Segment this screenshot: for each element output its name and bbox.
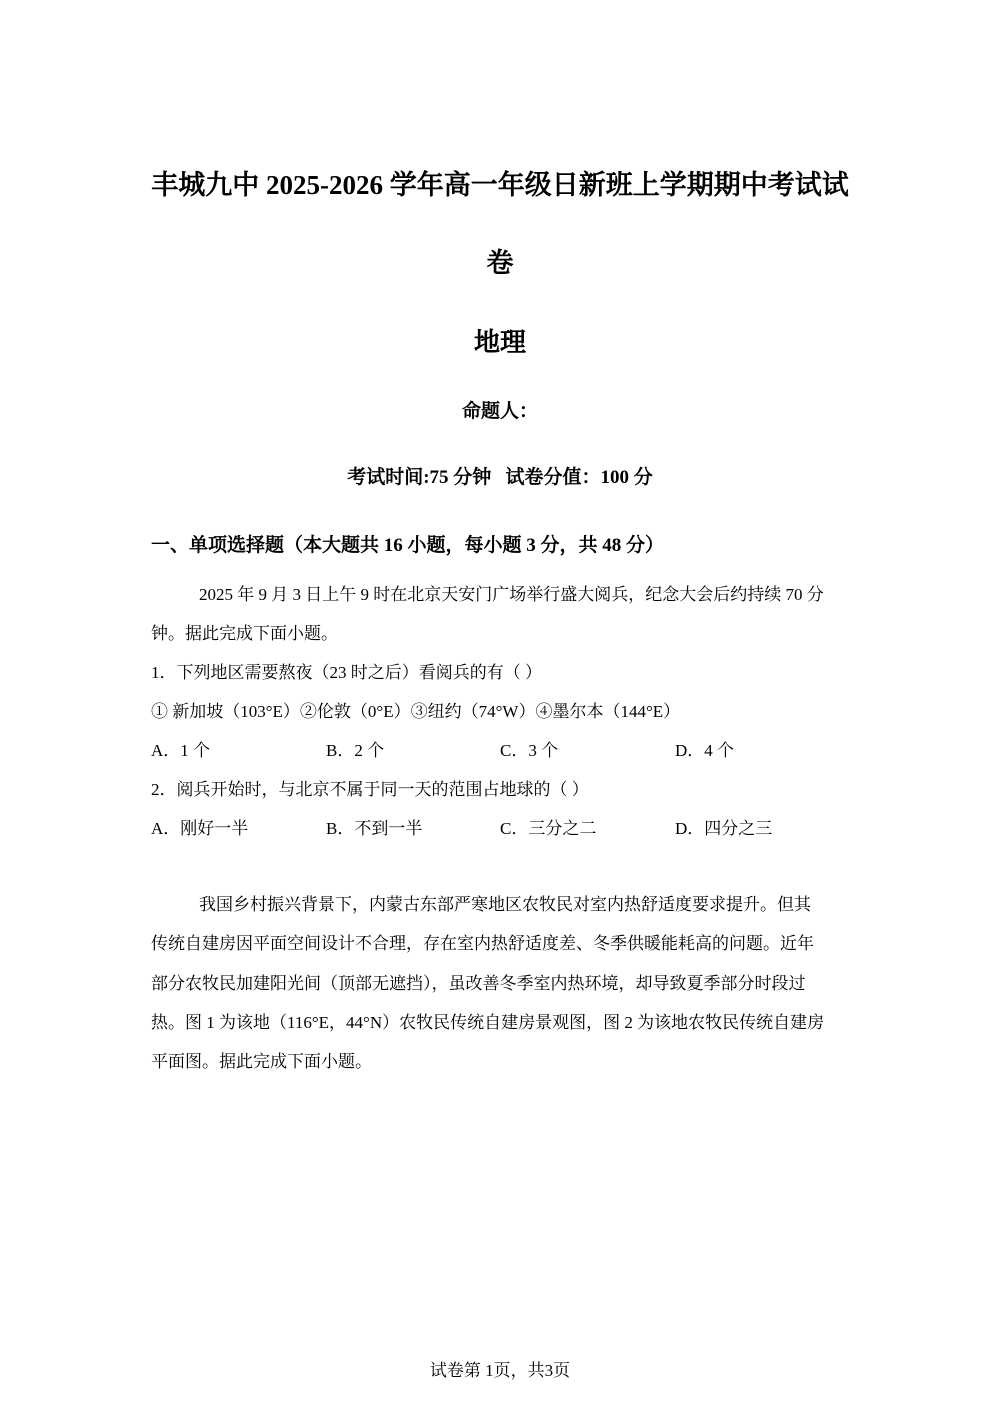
exam-title-line1: 丰城九中 2025-2026 学年高一年级日新班上学期期中考试试 [151, 170, 849, 200]
passage2-line: 平面图。据此完成下面小题。 [151, 1052, 372, 1071]
passage1-line: 钟。据此完成下面小题。 [151, 624, 338, 643]
passage2-line: 部分农牧民加建阳光间（顶部无遮挡），虽改善冬季室内热环境，却导致夏季部分时段过 [151, 974, 806, 993]
passage2-line: 传统自建房因平面空间设计不合理，存在室内热舒适度差、冬季供暖能耗高的问题。近年 [151, 934, 814, 953]
passage2-line: 热。图 1 为该地（116°E，44°N）农牧民传统自建房景观图，图 2 为该地农牧民传统自建房 [151, 1013, 825, 1032]
section-heading: 一、单项选择题（本大题共 16 小题，每小题 3 分，共 48 分） [151, 535, 665, 556]
question-1-items: ① 新加坡（103°E）②伦敦（0°E）③纽约（74°W）④墨尔本（144°E） [151, 702, 681, 721]
question-2-stem: 2．阅兵开始时，与北京不属于同一天的范围占地球的（ ） [151, 780, 589, 799]
q1-option-c: C．3 个 [500, 741, 559, 760]
q1-option-d: D．4 个 [675, 741, 735, 760]
q1-option-b: B．2 个 [326, 741, 385, 760]
author-label: 命题人： [461, 401, 538, 422]
passage1-line: 2025 年 9 月 3 日上午 9 时在北京天安门广场举行盛大阅兵，纪念大会后约持续 70 分 [199, 585, 824, 604]
q2-option-d: D．四分之三 [675, 819, 773, 838]
exam-info: 考试时间:75 分钟 试卷分值：100 分 [347, 467, 653, 488]
q1-option-a: A．1 个 [151, 741, 211, 760]
exam-title-line2: 卷 [486, 248, 514, 278]
passage2-line: 我国乡村振兴背景下，内蒙古东部严寒地区农牧民对室内热舒适度要求提升。但其 [199, 895, 811, 914]
q2-option-a: A．刚好一半 [151, 819, 249, 838]
q2-option-b: B．不到一半 [326, 819, 423, 838]
page-footer: 试卷第 1页，共3页 [429, 1361, 571, 1380]
question-1-stem: 1．下列地区需要熬夜（23 时之后）看阅兵的有（ ） [151, 663, 542, 682]
subject-title: 地理 [473, 328, 526, 357]
q2-option-c: C．三分之二 [500, 819, 597, 838]
